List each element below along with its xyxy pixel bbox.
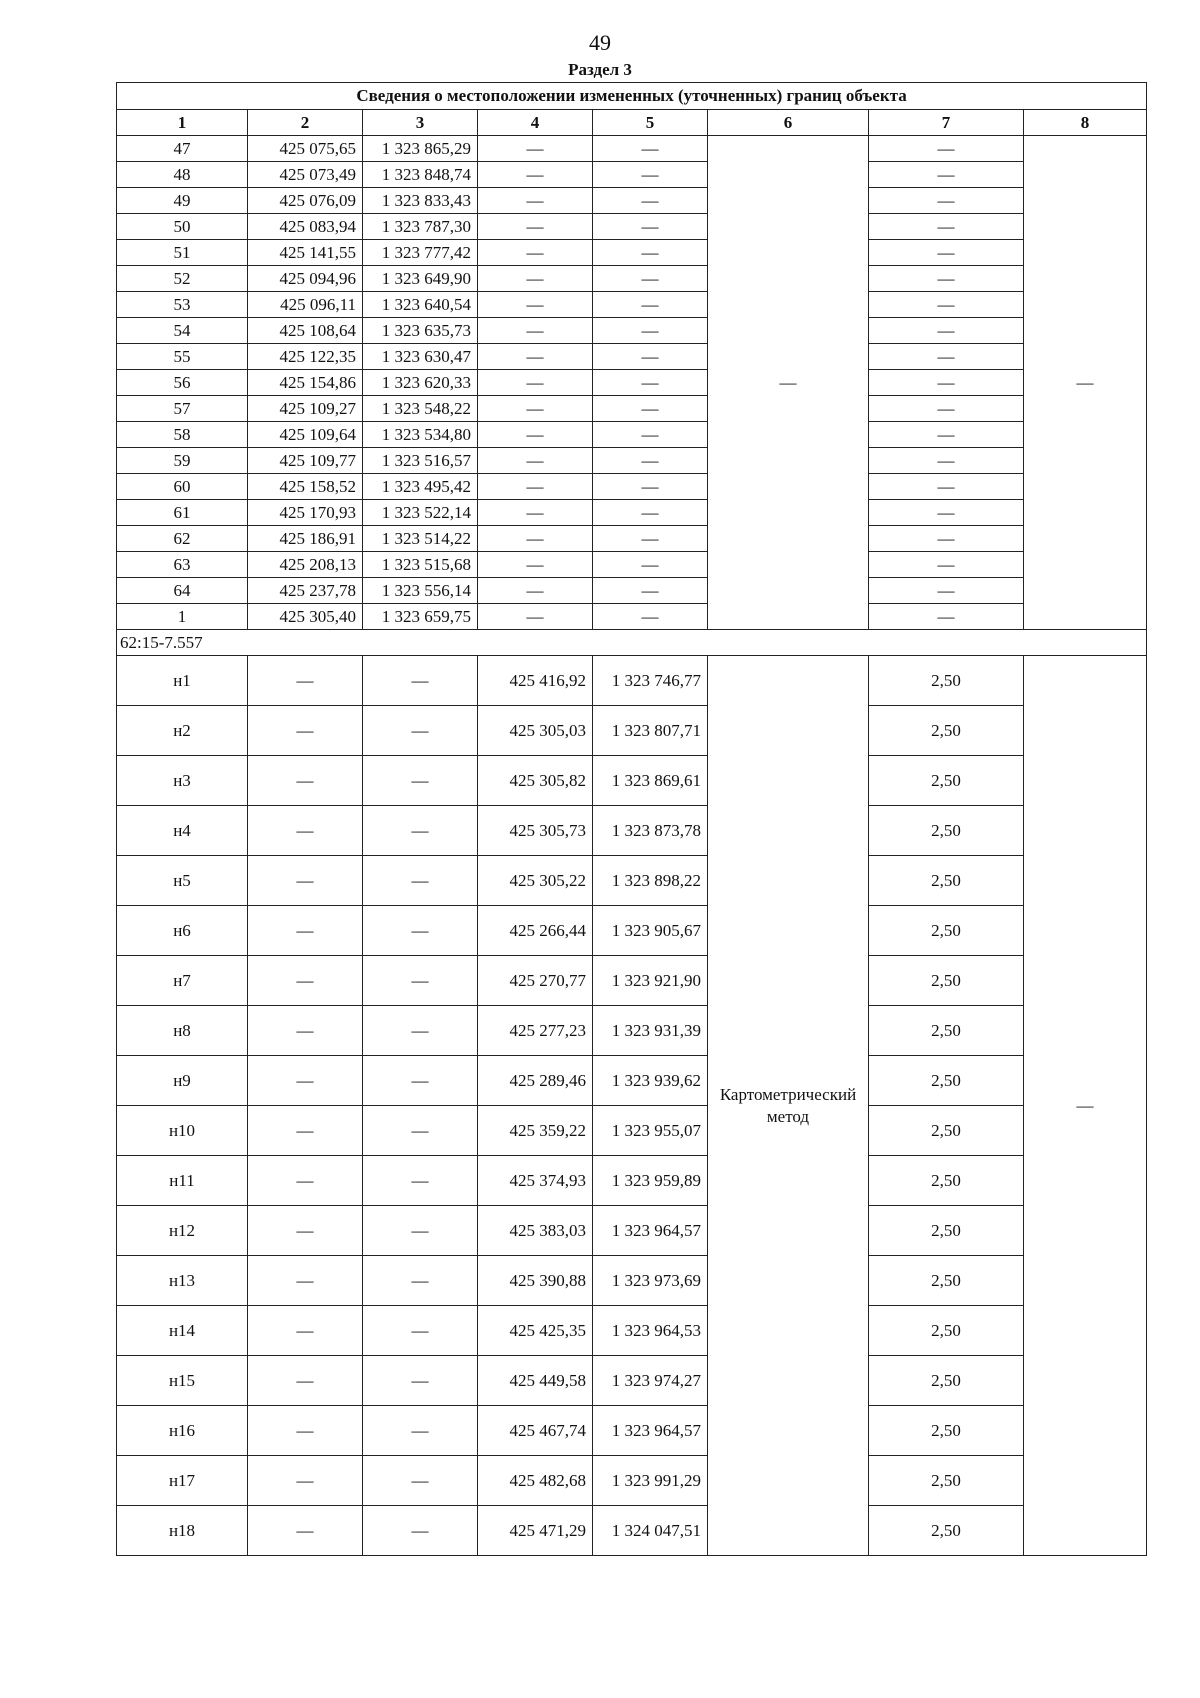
x-existing-cell: 425 075,65 — [248, 136, 363, 162]
accuracy-cell: — — [869, 162, 1024, 188]
point-number-cell: 48 — [117, 162, 248, 188]
column-number: 2 — [248, 110, 363, 136]
point-number-cell: 56 — [117, 370, 248, 396]
x-refined-cell: 425 482,68 — [478, 1456, 593, 1506]
y-refined-cell: — — [593, 292, 708, 318]
y-existing-cell: — — [363, 806, 478, 856]
table-row — [117, 1006, 1147, 1056]
y-existing-cell: — — [363, 1106, 478, 1156]
y-refined-cell: — — [593, 578, 708, 604]
point-number-cell: 55 — [117, 344, 248, 370]
x-refined-cell: 425 305,22 — [478, 856, 593, 906]
y-existing-cell: — — [363, 1006, 478, 1056]
table-caption: Сведения о местоположении измененных (уточненных) границ объекта — [117, 83, 1147, 110]
point-number-cell: н3 — [117, 756, 248, 806]
point-number-cell: 60 — [117, 474, 248, 500]
accuracy-cell: — — [869, 448, 1024, 474]
point-number-cell: н9 — [117, 1056, 248, 1106]
x-existing-cell: 425 096,11 — [248, 292, 363, 318]
x-existing-cell: 425 109,77 — [248, 448, 363, 474]
accuracy-cell: 2,50 — [869, 756, 1024, 806]
x-existing-cell: 425 076,09 — [248, 188, 363, 214]
x-refined-cell: 425 390,88 — [478, 1256, 593, 1306]
y-refined-cell: — — [593, 552, 708, 578]
y-existing-cell: 1 323 620,33 — [363, 370, 478, 396]
x-existing-cell: — — [248, 956, 363, 1006]
x-refined-cell: — — [478, 526, 593, 552]
x-existing-cell: 425 094,96 — [248, 266, 363, 292]
table-row — [117, 604, 1147, 630]
point-number-cell: 54 — [117, 318, 248, 344]
accuracy-cell: 2,50 — [869, 1506, 1024, 1556]
point-number-cell: 1 — [117, 604, 248, 630]
y-existing-cell: 1 323 514,22 — [363, 526, 478, 552]
x-refined-cell: — — [478, 188, 593, 214]
point-number-cell: н11 — [117, 1156, 248, 1206]
accuracy-cell: — — [869, 292, 1024, 318]
table-row — [117, 162, 1147, 188]
y-refined-cell: 1 323 959,89 — [593, 1156, 708, 1206]
y-existing-cell: 1 323 630,47 — [363, 344, 478, 370]
table-row — [117, 856, 1147, 906]
point-number-cell: н17 — [117, 1456, 248, 1506]
table-row — [117, 292, 1147, 318]
accuracy-cell: — — [869, 578, 1024, 604]
y-existing-cell: 1 323 649,90 — [363, 266, 478, 292]
y-existing-cell: 1 323 495,42 — [363, 474, 478, 500]
y-existing-cell: — — [363, 856, 478, 906]
x-existing-cell: 425 154,86 — [248, 370, 363, 396]
point-number-cell: 64 — [117, 578, 248, 604]
table-row — [117, 706, 1147, 756]
accuracy-cell: 2,50 — [869, 656, 1024, 706]
table-row — [117, 474, 1147, 500]
y-existing-cell: 1 323 548,22 — [363, 396, 478, 422]
table-row — [117, 656, 1147, 706]
x-refined-cell: — — [478, 500, 593, 526]
accuracy-cell: 2,50 — [869, 1256, 1024, 1306]
y-refined-cell: 1 323 974,27 — [593, 1356, 708, 1406]
y-existing-cell: 1 323 787,30 — [363, 214, 478, 240]
y-refined-cell: — — [593, 370, 708, 396]
table-row — [117, 756, 1147, 806]
y-refined-cell: 1 323 964,53 — [593, 1306, 708, 1356]
y-refined-cell: 1 323 939,62 — [593, 1056, 708, 1106]
description-cell: — — [1024, 136, 1147, 630]
accuracy-cell: — — [869, 604, 1024, 630]
y-refined-cell: — — [593, 474, 708, 500]
accuracy-cell: — — [869, 344, 1024, 370]
point-number-cell: н12 — [117, 1206, 248, 1256]
x-existing-cell: — — [248, 756, 363, 806]
x-refined-cell: 425 449,58 — [478, 1356, 593, 1406]
x-refined-cell: — — [478, 604, 593, 630]
accuracy-cell: 2,50 — [869, 856, 1024, 906]
table-row — [117, 1506, 1147, 1556]
x-existing-cell: 425 073,49 — [248, 162, 363, 188]
column-number: 6 — [708, 110, 869, 136]
x-existing-cell: — — [248, 1406, 363, 1456]
accuracy-cell: — — [869, 240, 1024, 266]
y-refined-cell: 1 323 964,57 — [593, 1206, 708, 1256]
table-row — [117, 318, 1147, 344]
table-row — [117, 1306, 1147, 1356]
y-refined-cell: 1 324 047,51 — [593, 1506, 708, 1556]
x-existing-cell: 425 109,64 — [248, 422, 363, 448]
y-refined-cell: — — [593, 422, 708, 448]
point-number-cell: н8 — [117, 1006, 248, 1056]
point-number-cell: 53 — [117, 292, 248, 318]
y-existing-cell: 1 323 848,74 — [363, 162, 478, 188]
y-existing-cell: 1 323 556,14 — [363, 578, 478, 604]
y-refined-cell: 1 323 973,69 — [593, 1256, 708, 1306]
accuracy-cell: — — [869, 474, 1024, 500]
x-existing-cell: 425 108,64 — [248, 318, 363, 344]
table-row — [117, 214, 1147, 240]
y-existing-cell: 1 323 659,75 — [363, 604, 478, 630]
accuracy-cell: 2,50 — [869, 1356, 1024, 1406]
y-existing-cell: — — [363, 956, 478, 1006]
x-existing-cell: — — [248, 1156, 363, 1206]
column-number: 8 — [1024, 110, 1147, 136]
x-existing-cell: — — [248, 1356, 363, 1406]
accuracy-cell: 2,50 — [869, 906, 1024, 956]
y-existing-cell: 1 323 515,68 — [363, 552, 478, 578]
point-number-cell: 59 — [117, 448, 248, 474]
y-existing-cell: 1 323 777,42 — [363, 240, 478, 266]
y-refined-cell: — — [593, 266, 708, 292]
point-number-cell: 50 — [117, 214, 248, 240]
column-number: 1 — [117, 110, 248, 136]
point-number-cell: 57 — [117, 396, 248, 422]
x-refined-cell: — — [478, 578, 593, 604]
table-row — [117, 806, 1147, 856]
table-row — [117, 344, 1147, 370]
y-refined-cell: 1 323 898,22 — [593, 856, 708, 906]
x-refined-cell: 425 277,23 — [478, 1006, 593, 1056]
y-existing-cell: 1 323 635,73 — [363, 318, 478, 344]
y-existing-cell: — — [363, 756, 478, 806]
x-existing-cell: 425 083,94 — [248, 214, 363, 240]
x-existing-cell: 425 109,27 — [248, 396, 363, 422]
y-existing-cell: 1 323 833,43 — [363, 188, 478, 214]
x-existing-cell: 425 158,52 — [248, 474, 363, 500]
x-existing-cell: — — [248, 856, 363, 906]
accuracy-cell: 2,50 — [869, 1456, 1024, 1506]
accuracy-cell: 2,50 — [869, 1406, 1024, 1456]
y-existing-cell: — — [363, 1206, 478, 1256]
table-row — [117, 188, 1147, 214]
column-number: 4 — [478, 110, 593, 136]
table-row — [117, 1056, 1147, 1106]
table-row — [117, 266, 1147, 292]
y-existing-cell: — — [363, 1506, 478, 1556]
point-number-cell: н2 — [117, 706, 248, 756]
y-refined-cell: — — [593, 344, 708, 370]
accuracy-cell: — — [869, 318, 1024, 344]
x-existing-cell: 425 186,91 — [248, 526, 363, 552]
x-refined-cell: — — [478, 552, 593, 578]
point-number-cell: 62 — [117, 526, 248, 552]
accuracy-cell: — — [869, 422, 1024, 448]
accuracy-cell: — — [869, 500, 1024, 526]
y-refined-cell: — — [593, 318, 708, 344]
x-refined-cell: — — [478, 474, 593, 500]
table-row — [117, 1356, 1147, 1406]
y-existing-cell: — — [363, 706, 478, 756]
y-refined-cell: 1 323 991,29 — [593, 1456, 708, 1506]
point-number-cell: 61 — [117, 500, 248, 526]
x-refined-cell: 425 471,29 — [478, 1506, 593, 1556]
point-number-cell: н14 — [117, 1306, 248, 1356]
point-number-cell: н6 — [117, 906, 248, 956]
y-refined-cell: — — [593, 500, 708, 526]
y-refined-cell: — — [593, 604, 708, 630]
y-existing-cell: — — [363, 1156, 478, 1206]
y-existing-cell: — — [363, 1306, 478, 1356]
table-row — [117, 1456, 1147, 1506]
y-existing-cell: 1 323 865,29 — [363, 136, 478, 162]
x-existing-cell: — — [248, 1306, 363, 1356]
y-refined-cell: 1 323 921,90 — [593, 956, 708, 1006]
accuracy-cell: 2,50 — [869, 956, 1024, 1006]
y-existing-cell: 1 323 516,57 — [363, 448, 478, 474]
x-refined-cell: — — [478, 162, 593, 188]
accuracy-cell: — — [869, 136, 1024, 162]
y-refined-cell: 1 323 955,07 — [593, 1106, 708, 1156]
x-refined-cell: — — [478, 318, 593, 344]
y-refined-cell: 1 323 807,71 — [593, 706, 708, 756]
section-title: Раздел 3 — [568, 60, 632, 79]
x-refined-cell: 425 289,46 — [478, 1056, 593, 1106]
point-number-cell: 63 — [117, 552, 248, 578]
column-number: 3 — [363, 110, 478, 136]
point-number-cell: н7 — [117, 956, 248, 1006]
table-row — [117, 552, 1147, 578]
x-existing-cell: — — [248, 1456, 363, 1506]
x-existing-cell: 425 170,93 — [248, 500, 363, 526]
point-number-cell: 47 — [117, 136, 248, 162]
y-existing-cell: — — [363, 1056, 478, 1106]
accuracy-cell: — — [869, 526, 1024, 552]
y-refined-cell: — — [593, 240, 708, 266]
x-existing-cell: 425 305,40 — [248, 604, 363, 630]
y-refined-cell: — — [593, 162, 708, 188]
parcel-separator-row — [117, 630, 1147, 656]
point-number-cell: н1 — [117, 656, 248, 706]
accuracy-cell: 2,50 — [869, 1106, 1024, 1156]
x-refined-cell: — — [478, 214, 593, 240]
accuracy-cell: — — [869, 552, 1024, 578]
x-existing-cell: — — [248, 706, 363, 756]
accuracy-cell: — — [869, 266, 1024, 292]
x-refined-cell: — — [478, 370, 593, 396]
point-number-cell: н10 — [117, 1106, 248, 1156]
x-existing-cell: — — [248, 1006, 363, 1056]
accuracy-cell: — — [869, 214, 1024, 240]
x-refined-cell: 425 416,92 — [478, 656, 593, 706]
table-row — [117, 370, 1147, 396]
x-existing-cell: 425 237,78 — [248, 578, 363, 604]
x-existing-cell: — — [248, 1256, 363, 1306]
x-existing-cell: — — [248, 1056, 363, 1106]
y-existing-cell: — — [363, 1406, 478, 1456]
description-cell: — — [1024, 656, 1147, 1556]
x-refined-cell: — — [478, 240, 593, 266]
x-existing-cell: — — [248, 656, 363, 706]
table-row — [117, 422, 1147, 448]
y-existing-cell: — — [363, 1456, 478, 1506]
table-row — [117, 500, 1147, 526]
point-number-cell: н16 — [117, 1406, 248, 1456]
table-row — [117, 448, 1147, 474]
accuracy-cell: 2,50 — [869, 1206, 1024, 1256]
point-number-cell: 51 — [117, 240, 248, 266]
y-refined-cell: — — [593, 526, 708, 552]
y-existing-cell: — — [363, 656, 478, 706]
table-row — [117, 956, 1147, 1006]
x-refined-cell: — — [478, 136, 593, 162]
x-existing-cell: — — [248, 1206, 363, 1256]
accuracy-cell: — — [869, 188, 1024, 214]
method-cell: — — [708, 136, 869, 630]
table-row — [117, 578, 1147, 604]
x-refined-cell: — — [478, 292, 593, 318]
x-existing-cell: 425 122,35 — [248, 344, 363, 370]
x-refined-cell: 425 305,03 — [478, 706, 593, 756]
y-refined-cell: 1 323 931,39 — [593, 1006, 708, 1056]
y-existing-cell: 1 323 640,54 — [363, 292, 478, 318]
method-cell: Картометрический метод — [708, 656, 869, 1556]
y-existing-cell: 1 323 534,80 — [363, 422, 478, 448]
accuracy-cell: 2,50 — [869, 1056, 1024, 1106]
table-row — [117, 1156, 1147, 1206]
x-existing-cell: — — [248, 1506, 363, 1556]
page-number: 49 — [589, 30, 611, 55]
accuracy-cell: 2,50 — [869, 1306, 1024, 1356]
y-refined-cell: — — [593, 214, 708, 240]
y-refined-cell: 1 323 873,78 — [593, 806, 708, 856]
table-row — [117, 526, 1147, 552]
y-refined-cell: 1 323 905,67 — [593, 906, 708, 956]
accuracy-cell: 2,50 — [869, 706, 1024, 756]
accuracy-cell: — — [869, 370, 1024, 396]
table-row — [117, 136, 1147, 162]
y-existing-cell: — — [363, 1256, 478, 1306]
y-refined-cell: — — [593, 396, 708, 422]
x-refined-cell: 425 305,82 — [478, 756, 593, 806]
point-number-cell: н13 — [117, 1256, 248, 1306]
parcel-number: 62:15-7.557 — [117, 630, 1147, 656]
y-refined-cell: 1 323 869,61 — [593, 756, 708, 806]
table-row — [117, 906, 1147, 956]
table-row — [117, 1206, 1147, 1256]
column-number: 5 — [593, 110, 708, 136]
accuracy-cell: 2,50 — [869, 1006, 1024, 1056]
y-refined-cell: — — [593, 136, 708, 162]
boundary-table — [116, 82, 1147, 1556]
x-refined-cell: 425 266,44 — [478, 906, 593, 956]
y-existing-cell: — — [363, 1356, 478, 1406]
point-number-cell: 58 — [117, 422, 248, 448]
table-row — [117, 240, 1147, 266]
x-refined-cell: — — [478, 396, 593, 422]
x-refined-cell: — — [478, 344, 593, 370]
x-refined-cell: 425 270,77 — [478, 956, 593, 1006]
x-refined-cell: 425 374,93 — [478, 1156, 593, 1206]
x-refined-cell: — — [478, 422, 593, 448]
column-number-row — [117, 110, 1147, 136]
point-number-cell: 52 — [117, 266, 248, 292]
y-existing-cell: 1 323 522,14 — [363, 500, 478, 526]
point-number-cell: н5 — [117, 856, 248, 906]
table-row — [117, 1106, 1147, 1156]
x-existing-cell: — — [248, 806, 363, 856]
accuracy-cell: 2,50 — [869, 1156, 1024, 1206]
x-existing-cell: 425 141,55 — [248, 240, 363, 266]
point-number-cell: н15 — [117, 1356, 248, 1406]
x-refined-cell: 425 305,73 — [478, 806, 593, 856]
point-number-cell: н18 — [117, 1506, 248, 1556]
y-refined-cell: — — [593, 188, 708, 214]
x-refined-cell: 425 359,22 — [478, 1106, 593, 1156]
y-refined-cell: 1 323 746,77 — [593, 656, 708, 706]
table-row — [117, 1406, 1147, 1456]
x-existing-cell: — — [248, 1106, 363, 1156]
y-refined-cell: 1 323 964,57 — [593, 1406, 708, 1456]
accuracy-cell: — — [869, 396, 1024, 422]
x-refined-cell: — — [478, 448, 593, 474]
x-refined-cell: — — [478, 266, 593, 292]
column-number: 7 — [869, 110, 1024, 136]
point-number-cell: 49 — [117, 188, 248, 214]
point-number-cell: н4 — [117, 806, 248, 856]
accuracy-cell: 2,50 — [869, 806, 1024, 856]
y-refined-cell: — — [593, 448, 708, 474]
x-existing-cell: 425 208,13 — [248, 552, 363, 578]
y-existing-cell: — — [363, 906, 478, 956]
x-refined-cell: 425 425,35 — [478, 1306, 593, 1356]
x-refined-cell: 425 467,74 — [478, 1406, 593, 1456]
x-refined-cell: 425 383,03 — [478, 1206, 593, 1256]
table-row — [117, 1256, 1147, 1306]
table-row — [117, 396, 1147, 422]
x-existing-cell: — — [248, 906, 363, 956]
